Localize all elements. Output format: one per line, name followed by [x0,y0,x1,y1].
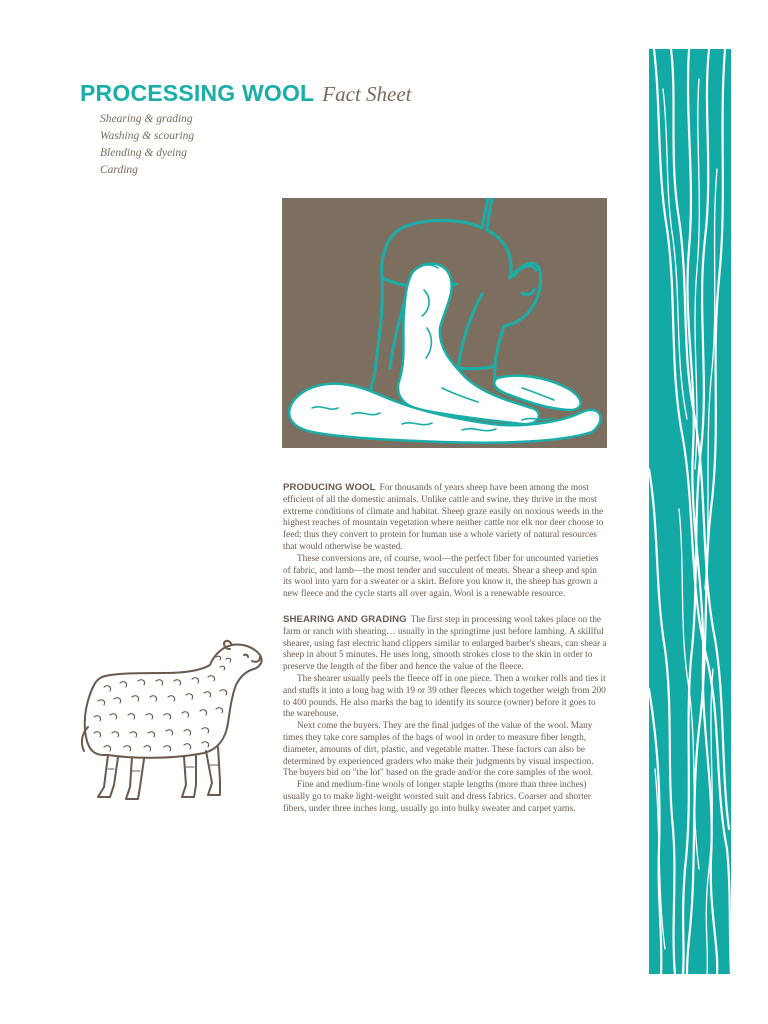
paragraph [283,614,608,674]
article-body [283,482,608,816]
topic-item: Blending & dyeing [100,147,187,159]
paragraph-text: The first step in processing wool takes place on the farm or ranch with shearing… usually in the springtime just before lambing. A skillful shearer, using fast electric hand clippers similar to enlarged barber's shears, can shear a sheep in about 5 minutes. He uses long, smooth strokes close to the skin in order to preserve the length of the fiber and hence the value of the fleece. [283,614,607,673]
section-heading-producing-wool: PRODUCING WOOL [283,482,376,493]
paragraph: The shearer usually peels the fleece off in one piece. Then a worker rolls and ties it and stuffs it into a long bag with 19 or 39 other fleeces which together weigh from 200 to 400 pounds. He also marks the bag to identify its source (owner) before it goes to the warehouse. [283,673,606,720]
title-subtitle: Fact Sheet [322,82,412,106]
paragraph: Next come the buyers. They are the final judges of the value of the wool. Many times they take core samples of the bags of wool in order to measure fiber length, diameter, amounts of dirt, plastic, and vegetable matter. These factors can also be determined by experienced graders who make their judgments by visual inspection. The buyers bid on "the lot" based on the grade and/or the core samples of the wool. [283,721,594,779]
paragraph: These conversions are, of course, wool—the perfect fiber for uncounted varieties of fabric, and lamb—the most tender and succulent of meats. Shear a sheep and spin its wool into yarn for a sweater or a skirt. Before you know it, the sheep has grown a new fleece and the cycle starts all over again. Wool is a renewable resource. [283,553,599,600]
paragraph-text: For thousands of years sheep have been among the most efficient of all the domestic animals. Unlike cattle and swine, they thrive in the most extreme conditions of climate and habitat. Sheep graze easily on noxious weeds in the highest reaches of mountain vegetation where neither cattle nor elk nor deer choose to feed; thus they convert to protein for human use a whole variety of natural resources that would otherwise be wasted. [283,483,604,552]
topic-list [100,111,194,179]
topic-item: Shearing & grading [100,113,193,125]
page-title [80,80,412,107]
standing-sheep-illustration [74,637,266,805]
section-heading-shearing-and-grading: SHEARING AND GRADING [283,613,407,625]
paragraph: Fine and medium-fine wools of longer staple lengths (more than three inches) usually go to make light-weight worsted suit and dress fabrics. Coarser and shorter fibers, under three inches long, usually go into bulky sweater and carpet yarns. [283,780,592,814]
paragraph [283,482,608,554]
shearer-shearing-sheep-illustration [282,198,607,448]
decorative-wool-fiber-band [649,49,731,974]
topic-item: Washing & scouring [100,130,195,142]
title-main: PROCESSING WOOL [80,80,315,106]
topic-item: Carding [100,164,138,176]
